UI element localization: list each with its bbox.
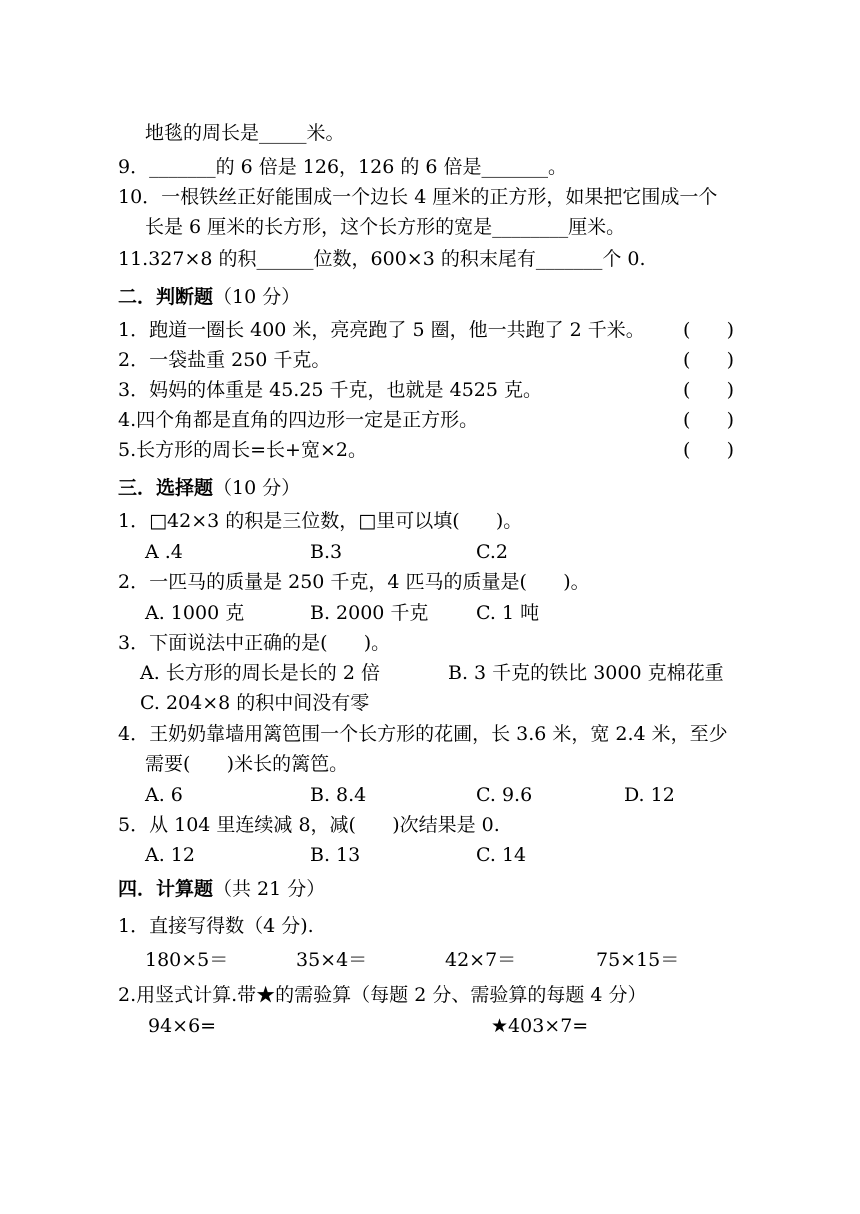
section-choice-title: 三．选择题 bbox=[118, 477, 214, 499]
choice-question-3: 3．下面说法中正确的是( )。 bbox=[118, 632, 391, 654]
section-choice-heading bbox=[118, 476, 300, 500]
choice-5-option-a[interactable]: A. 12 bbox=[145, 844, 195, 866]
choice-3-option-a[interactable]: A. 长方形的周长是长的 2 倍 bbox=[140, 662, 380, 684]
choice-4-option-d[interactable]: D. 12 bbox=[624, 784, 675, 806]
judge-answer-paren-3[interactable]: ( ) bbox=[683, 379, 735, 401]
calc-question-2: 2.用竖式计算.带★的需验算（每题 2 分、需验算的每题 4 分） bbox=[118, 984, 647, 1006]
judge-item-5: 5.长方形的周长=长+宽×2。 bbox=[118, 439, 367, 461]
section-judge-points: （10 分） bbox=[213, 286, 301, 308]
calc-1-item-4: 75×15＝ bbox=[596, 949, 680, 971]
calc-1-item-1: 180×5＝ bbox=[145, 949, 229, 971]
choice-question-4-line2: 需要( )米长的篱笆。 bbox=[145, 753, 349, 775]
calc-1-item-3: 42×7＝ bbox=[445, 949, 517, 971]
question-9: 9．_______的 6 倍是 126，126 的 6 倍是_______。 bbox=[118, 156, 568, 178]
choice-4-option-c[interactable]: C. 9.6 bbox=[476, 784, 533, 806]
judge-item-1: 1．跑道一圈长 400 米，亮亮跑了 5 圈，他一共跑了 2 千米。 bbox=[118, 319, 645, 341]
section-choice-points: （10 分） bbox=[213, 477, 301, 499]
choice-1-option-c[interactable]: C.2 bbox=[476, 541, 508, 563]
choice-question-5: 5．从 104 里连续减 8，减( )次结果是 0. bbox=[118, 814, 500, 836]
judge-answer-paren-4[interactable]: ( ) bbox=[683, 409, 735, 431]
calc-2-item-1: 94×6= bbox=[148, 1015, 217, 1037]
question-10-line2: 长是 6 厘米的长方形，这个长方形的宽是________厘米。 bbox=[145, 216, 626, 238]
judge-answer-paren-2[interactable]: ( ) bbox=[683, 349, 735, 371]
section-calc-title: 四．计算题 bbox=[118, 878, 214, 900]
question-11: 11.327×8 的积______位数，600×3 的积末尾有_______个 0. bbox=[118, 248, 646, 270]
choice-5-option-b[interactable]: B. 13 bbox=[310, 844, 361, 866]
section-calc-heading bbox=[118, 877, 325, 901]
calc-1-item-2: 35×4＝ bbox=[296, 949, 368, 971]
judge-item-3: 3．妈妈的体重是 45.25 千克，也就是 4525 克。 bbox=[118, 379, 542, 401]
choice-1-option-b[interactable]: B.3 bbox=[310, 541, 343, 563]
calc-2-item-2: ★403×7= bbox=[491, 1015, 589, 1037]
choice-question-4-line1: 4．王奶奶靠墙用篱笆围一个长方形的花圃，长 3.6 米，宽 2.4 米，至少 bbox=[118, 723, 728, 745]
section-judge-heading bbox=[118, 285, 300, 309]
choice-3-option-b[interactable]: B. 3 千克的铁比 3000 克棉花重 bbox=[448, 662, 724, 684]
choice-question-1: 1．□42×3 的积是三位数，□里可以填( )。 bbox=[118, 510, 523, 532]
question-10-line1: 10．一根铁丝正好能围成一个边长 4 厘米的正方形，如果把它围成一个 bbox=[118, 186, 718, 208]
choice-4-option-b[interactable]: B. 8.4 bbox=[310, 784, 367, 806]
choice-1-option-a[interactable]: A .4 bbox=[145, 541, 183, 563]
section-calc-points: （共 21 分） bbox=[213, 878, 326, 900]
judge-answer-paren-5[interactable]: ( ) bbox=[683, 439, 735, 461]
fill-carpet-continuation: 地毯的周长是_____米。 bbox=[145, 122, 345, 144]
choice-3-option-c[interactable]: C. 204×8 的积中间没有零 bbox=[140, 692, 370, 714]
choice-2-option-b[interactable]: B. 2000 千克 bbox=[310, 602, 429, 624]
choice-2-option-a[interactable]: A. 1000 克 bbox=[145, 602, 245, 624]
section-judge-title: 二．判断题 bbox=[118, 286, 214, 308]
judge-answer-paren-1[interactable]: ( ) bbox=[683, 319, 735, 341]
choice-4-option-a[interactable]: A. 6 bbox=[145, 784, 183, 806]
calc-question-1: 1．直接写得数（4 分). bbox=[118, 915, 314, 937]
choice-question-2: 2．一匹马的质量是 250 千克，4 匹马的质量是( )。 bbox=[118, 571, 590, 593]
judge-item-4: 4.四个角都是直角的四边形一定是正方形。 bbox=[118, 409, 479, 431]
choice-2-option-c[interactable]: C. 1 吨 bbox=[476, 602, 540, 624]
judge-item-2: 2．一袋盐重 250 千克。 bbox=[118, 349, 331, 371]
choice-5-option-c[interactable]: C. 14 bbox=[476, 844, 527, 866]
